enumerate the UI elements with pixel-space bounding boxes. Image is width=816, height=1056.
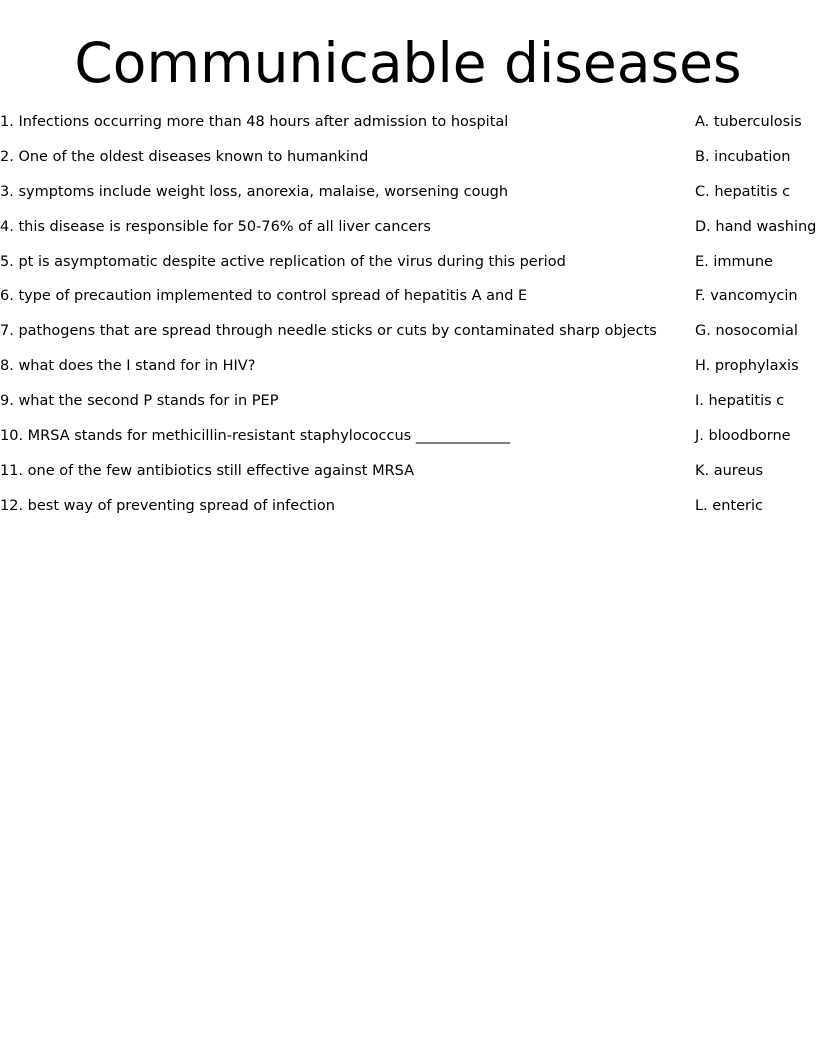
question-row-12 [0,491,816,526]
question-row-2 [0,142,816,177]
question-2: 2. One of the oldest diseases known to humankind [0,148,369,165]
question-10: 10. MRSA stands for methicillin-resistant staphylococcus _____________ [0,428,511,445]
question-1: 1. Infections occurring more than 48 hours after admission to hospital [0,114,509,130]
answer-h: H. prophylaxis [695,358,799,375]
answer-f: F. vancomycin [695,288,798,305]
question-row-8 [0,351,816,386]
answer-d: D. hand washing [695,218,816,235]
question-8: 8. what does the I stand for in HIV? [0,358,256,375]
question-row-3 [0,177,816,212]
question-12: 12. best way of preventing spread of infection [0,497,335,514]
question-row-5 [0,247,816,282]
question-row-10 [0,421,816,456]
answer-g: G. nosocomial [695,323,798,340]
question-row-7 [0,316,816,351]
question-5: 5. pt is asymptomatic despite active replication of the virus during this period [0,253,566,270]
question-row-9 [0,386,816,421]
question-9: 9. what the second P stands for in PEP [0,393,279,410]
question-7: 7. pathogens that are spread through needle sticks or cuts by contaminated sharp objects [0,323,657,340]
question-row-11 [0,456,816,491]
answer-e: E. immune [695,253,773,270]
question-3: 3. symptoms include weight loss, anorexia, malaise, worsening cough [0,183,509,200]
answer-k: K. aureus [695,462,764,479]
answer-j: J. bloodborne [695,428,791,445]
page-title: Communicable diseases [74,31,742,95]
question-4: 4. this disease is responsible for 50-76% of all liver cancers [0,218,431,235]
matching-worksheet [0,107,816,526]
question-row-4 [0,212,816,247]
question-row-1 [0,107,816,142]
answer-a: A. tuberculosis [695,114,802,130]
question-row-6 [0,281,816,316]
answer-c: C. hepatitis c [695,183,791,200]
answer-l: L. enteric [695,497,763,514]
question-11: 11. one of the few antibiotics still effective against MRSA [0,462,415,479]
answer-i: I. hepatitis c [695,393,785,410]
question-6: 6. type of precaution implemented to control spread of hepatitis A and E [0,288,528,305]
answer-b: B. incubation [695,148,791,165]
